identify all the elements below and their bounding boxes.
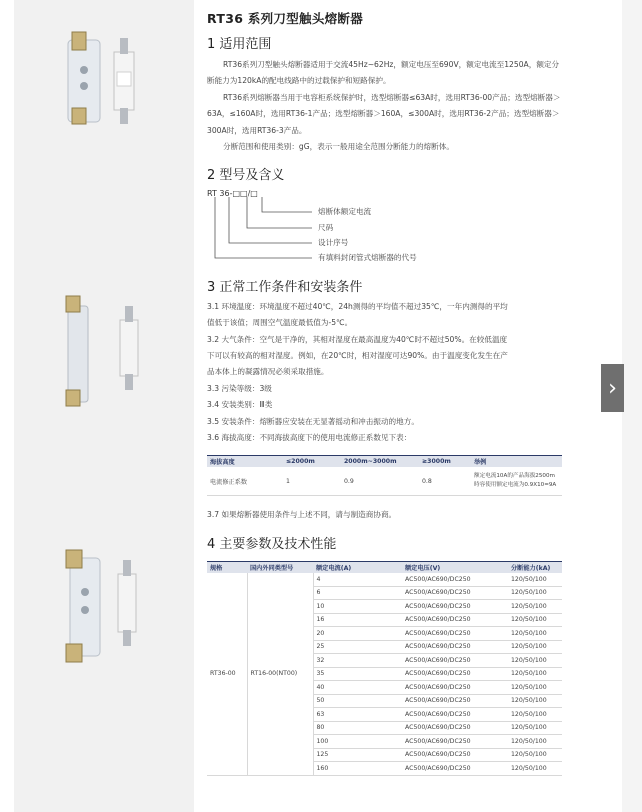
- legend-design-no: 设计序号: [318, 238, 349, 247]
- spec-cell: RT36-00: [207, 573, 247, 775]
- page-title: RT36 系列刀型触头熔断器: [207, 11, 364, 26]
- current-cell: 25: [313, 640, 402, 654]
- example-line-2: 時容使用额定电流为0.9X10=9A: [474, 482, 557, 488]
- current-cell: 50: [313, 694, 402, 708]
- parameter-table: [207, 561, 562, 776]
- model-code: RT 36-□□/□: [207, 189, 258, 198]
- s3-note: 3.7 如果熔断器使用条件与上述不同，请与制造商协商。: [207, 510, 397, 519]
- current-cell: 160: [313, 762, 402, 776]
- alt-td-0: 电流修正系数: [207, 467, 283, 496]
- alt-th-1: ≤2000m: [283, 456, 341, 468]
- s3-line-8: 3.5 安装条件：熔断器应安装在无显著摇动和冲击振动的地方。: [207, 417, 419, 426]
- breaking-cell: 120/50/100: [508, 762, 562, 776]
- current-cell: 125: [313, 748, 402, 762]
- breaking-cell: 120/50/100: [508, 667, 562, 681]
- breaking-cell: 120/50/100: [508, 735, 562, 749]
- alt-th-3: ≥3000m: [419, 456, 471, 468]
- section-1-heading: 1 适用范围: [207, 37, 272, 52]
- voltage-cell: AC500/AC690/DC250: [402, 654, 508, 668]
- voltage-cell: AC500/AC690/DC250: [402, 573, 508, 586]
- current-cell: 40: [313, 681, 402, 695]
- s3-line-1: 3.1 环境温度：环境温度不超过40℃，24h测得的平均值不超过35℃，一年内测得的平均: [207, 302, 508, 311]
- voltage-cell: AC500/AC690/DC250: [402, 721, 508, 735]
- legend-size: 尺码: [318, 223, 334, 232]
- breaking-cell: 120/50/100: [508, 640, 562, 654]
- param-th-2: 额定电流(A): [313, 562, 402, 574]
- section-2-heading: 2 型号及含义: [207, 168, 285, 183]
- s3-line-9: 3.6 海拔高度：不同海拔高度下的使用电流修正系数见下表：: [207, 433, 412, 442]
- s3-line-5: 品本体上的凝露情况必须采取措施。: [207, 367, 329, 376]
- breaking-cell: 120/50/100: [508, 573, 562, 586]
- voltage-cell: AC500/AC690/DC250: [402, 586, 508, 600]
- section-3-heading: 3 正常工作条件和安装条件: [207, 280, 363, 295]
- current-cell: 32: [313, 654, 402, 668]
- breaking-cell: 120/50/100: [508, 586, 562, 600]
- legend-rated-current: 熔断体额定电流: [318, 207, 372, 216]
- fuse-base-image-1: [60, 22, 160, 132]
- section-1-paragraph-2: RT36系列熔断器当用于电容柜系统保护时，选型熔断器≤63A时，选用RT36-00产品；选型熔断器＞63A，≤160A时，选用RT36-1产品；选型熔断器＞160A，≤300A时，选用RT36-2产品；选型熔断器＞300A时，选用RT36-3产品。: [207, 93, 561, 135]
- alt-th-0: 海拔高度: [207, 456, 283, 468]
- scroll-edge: [622, 0, 642, 812]
- breaking-cell: 120/50/100: [508, 748, 562, 762]
- breaking-cell: 120/50/100: [508, 627, 562, 641]
- param-th-1: 国内外同类型号: [247, 562, 313, 574]
- altitude-table: [207, 455, 562, 496]
- model-code-diagram: [207, 197, 327, 265]
- alt-th-2: 2000m~3000m: [341, 456, 419, 468]
- voltage-cell: AC500/AC690/DC250: [402, 748, 508, 762]
- voltage-cell: AC500/AC690/DC250: [402, 694, 508, 708]
- s3-line-2: 值低于该值；周围空气温度最低值为-5℃。: [207, 318, 353, 327]
- current-cell: 10: [313, 600, 402, 614]
- breaking-cell: 120/50/100: [508, 600, 562, 614]
- voltage-cell: AC500/AC690/DC250: [402, 600, 508, 614]
- voltage-cell: AC500/AC690/DC250: [402, 613, 508, 627]
- current-cell: 63: [313, 708, 402, 722]
- current-cell: 20: [313, 627, 402, 641]
- s3-line-7: 3.4 安装类别：Ⅲ类: [207, 400, 273, 409]
- breaking-cell: 120/50/100: [508, 654, 562, 668]
- alt-td-example: [471, 467, 562, 496]
- fuse-base-image-2: [62, 292, 162, 410]
- s3-line-4: 下可以有较高的相对湿度。例如，在20℃时，相对湿度可达90%。由于温度变化发生在产: [207, 351, 508, 360]
- section-1-paragraph-3: 分断范围和使用类别：gG，表示一般用途全范围分断能力的熔断体。: [223, 142, 454, 151]
- chevron-right-icon: ›: [608, 375, 617, 401]
- current-cell: 35: [313, 667, 402, 681]
- breaking-cell: 120/50/100: [508, 694, 562, 708]
- voltage-cell: AC500/AC690/DC250: [402, 640, 508, 654]
- s3-line-6: 3.3 污染等级：3级: [207, 384, 272, 393]
- next-arrow-button[interactable]: [601, 364, 624, 412]
- example-line-1: 额定电流10A的产品海拔2500m: [474, 473, 555, 479]
- section-1-paragraph-1: RT36系列刀型触头熔断器适用于交流45Hz~62Hz，额定电压至690V，额定电流至1250A，额定分断能力为120kA的配电线路中的过载保护和短路保护。: [207, 60, 560, 86]
- table-row: [207, 573, 562, 586]
- voltage-cell: AC500/AC690/DC250: [402, 762, 508, 776]
- voltage-cell: AC500/AC690/DC250: [402, 708, 508, 722]
- voltage-cell: AC500/AC690/DC250: [402, 667, 508, 681]
- alt-th-4: 举例: [471, 456, 562, 468]
- alt-td-1: 1: [283, 467, 341, 496]
- breaking-cell: 120/50/100: [508, 681, 562, 695]
- legend-type-code: 有填料封闭管式熔断器的代号: [318, 253, 417, 262]
- alt-td-3: 0.8: [419, 467, 471, 496]
- current-cell: 80: [313, 721, 402, 735]
- alt-td-2: 0.9: [341, 467, 419, 496]
- current-cell: 16: [313, 613, 402, 627]
- param-th-4: 分断能力(kA): [508, 562, 562, 574]
- current-cell: 6: [313, 586, 402, 600]
- param-th-0: 规格: [207, 562, 247, 574]
- breaking-cell: 120/50/100: [508, 613, 562, 627]
- param-th-3: 额定电压(V): [402, 562, 508, 574]
- current-cell: 100: [313, 735, 402, 749]
- equivalent-cell: RT16-00(NT00): [247, 573, 313, 775]
- s3-line-3: 3.2 大气条件：空气是干净的，其相对湿度在最高温度为40℃时不超过50%。在较低温度: [207, 335, 508, 344]
- breaking-cell: 120/50/100: [508, 721, 562, 735]
- voltage-cell: AC500/AC690/DC250: [402, 627, 508, 641]
- voltage-cell: AC500/AC690/DC250: [402, 735, 508, 749]
- breaking-cell: 120/50/100: [508, 708, 562, 722]
- section-4-heading: 4 主要参数及技术性能: [207, 537, 337, 552]
- fuse-base-image-3: [58, 548, 158, 666]
- current-cell: 4: [313, 573, 402, 586]
- voltage-cell: AC500/AC690/DC250: [402, 681, 508, 695]
